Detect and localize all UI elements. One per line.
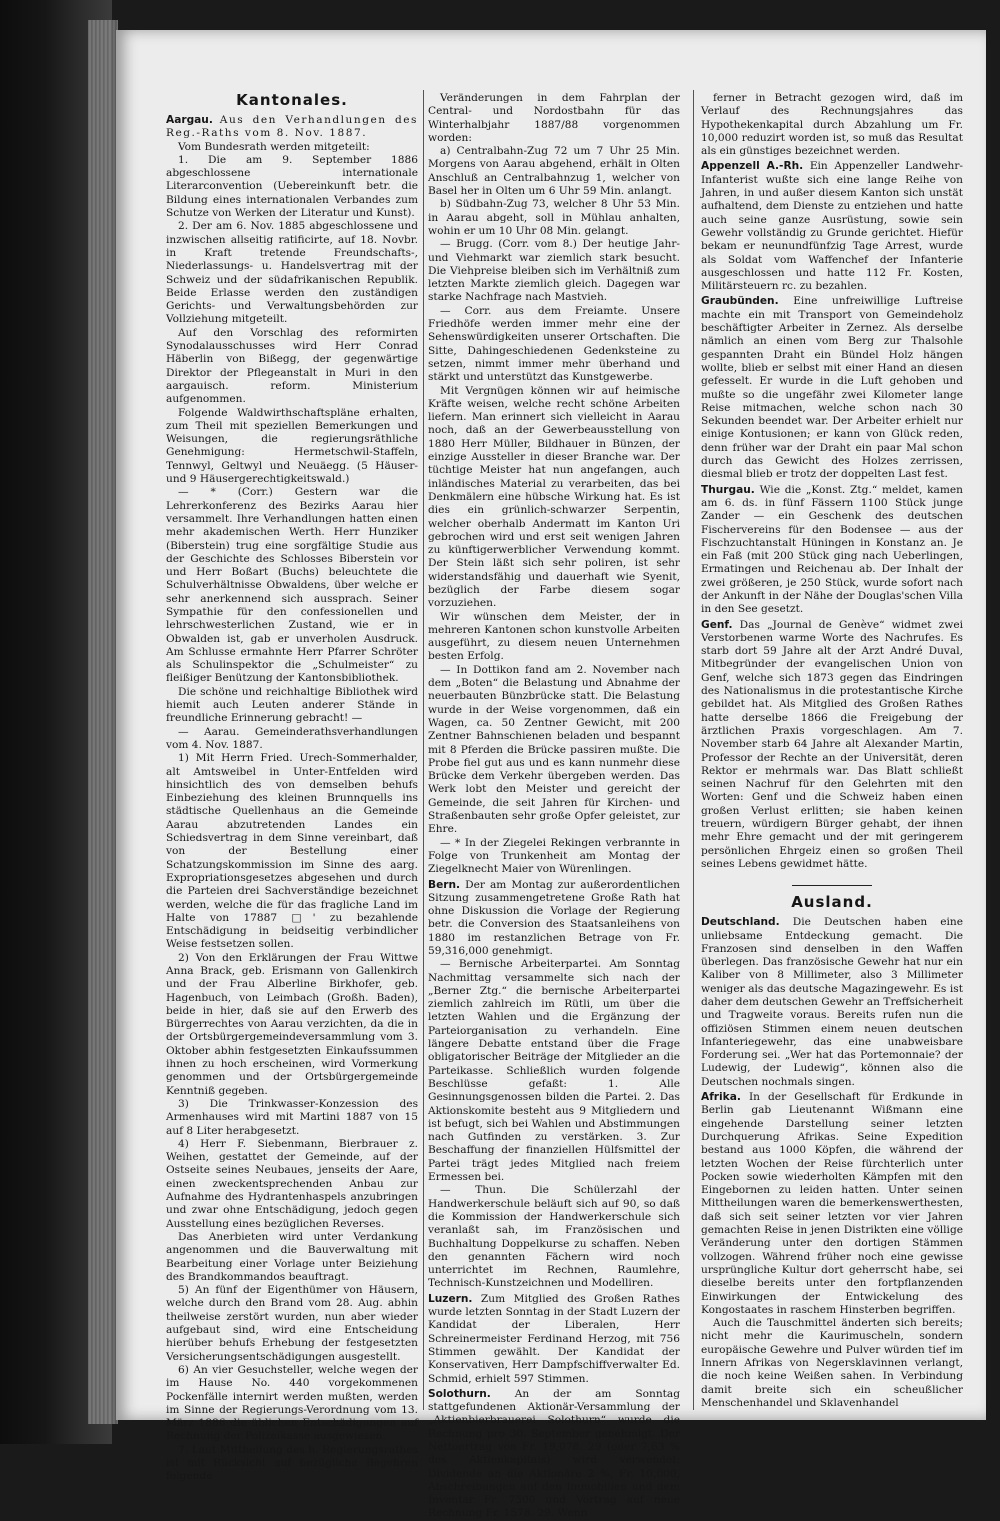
paragraph: — In Dottikon fand am 2. November nach dem „Boten“ die Belastung und Abnahme der neuerbauten Bünzbrücke statt. Die Belastung wurde in der Weise vorgenommen, daß ein Wagen, ca. 50 Zentner Gewicht, mit 200 Zentner Bahnschienen beladen und bespannt mit 8 Pferden die Brücke passiren mußte. Die Probe fiel gut aus und es kann nunmehr diese Brücke dem Verkehr übergeben werden. Das Werk lobt den Meister und gereicht der Gemeinde, die seit Jahren für Kirchen- und Straßenbauten sehr große Opfer geleistet, zur Ehre. [428, 663, 680, 836]
paragraph: 1) Mit Herrn Fried. Urech-Sommerhalder, alt Amtsweibel in Unter-Entfelden wird hinsichtlich des von demselben behufs Einbeziehung des kleinen Brunnquells ins städtische Quellenhaus an die Gemeinde Aarau abzutretenden Landes ein Schiedsvertrag in dem Sinne vereinbart, daß von der Bestellung einer Schatzungskommission im Sinne des aarg. Expropriationsgesetzes abgesehen und durch die Parteien drei Sachverständige bezeichnet werden, welche die für das fragliche Land im Halte von 17887 □' zu bezahlende Entschädigung in beidseitig verbindlicher Weise festsetzen sollen. [166, 752, 418, 951]
canton-lead-graubuenden: Graubünden. [701, 295, 779, 308]
paragraph: 4) Herr F. Siebenmann, Bierbrauer z. Weihen, gestattet der Gemeinde, auf der Ostseite seines Neubaues, jenseits der Aare, einen zweckentsprechenden Anbau zur Aufnahme des Hydrantenhaspels anzubringen und zwar ohne Entschädigung, jedoch gegen Ausstellung eines bezüglichen Reverses. [166, 1137, 418, 1230]
section-divider [792, 885, 872, 886]
paragraph: Die schöne und reichhaltige Bibliothek wird hiemit auch Leuten anderer Stände in freundliche Erinnerung gebracht! — [166, 685, 418, 725]
paragraph: Vom Bundesrath werden mitgeteilt: [178, 140, 370, 153]
paragraph: An der am Sonntag stattgefundenen Aktionär-Versammlung der „Aktienbierbrauerei Solothurn“ wurde die Rechnung pro 30. September genehmigt. Der Nettoertrag von Fr. 19,078. 29 (oder 7,63 % des Aktienkapitals) wird verwendet: Dividende an die Aktionäre 2 %, Fr. 10,000, Abschreibungen auf den Immobilien und dem Inventar Fr. 7500 und Vortrag auf neue Rechnung Fr. 1578. 29. Wenn [428, 1387, 681, 1520]
paragraph: Mit Vergnügen können wir auf heimische Kräfte weisen, welche recht schöne Arbeiten liefern. Man erinnert sich vielleicht in Aarau noch, daß an der Gewerbeausstellung von 1880 Herr Müller, Bildhauer in Bünzen, der einzige Aussteller in dieser Branche war. Der tüchtige Meister hat nun angefangen, auch inländisches Material zu verarbeiten, das bei Denkmälern eine hübsche Wirkung hat. Es ist dies ein grünlich-schwarzer Serpentin, welcher oberhalb Andermatt im Kanton Uri gebrochen wird und erst seit wenigen Jahren zu künftigerwerblicher Verwendung kommt. Der Stein läßt sich sehr poliren, ist sehr widerstandsfähig und dauerhaft wie Syenit, bezüglich der Farbe diesem sogar vorzuziehen. [428, 384, 680, 610]
paragraph: 1. Die am 9. September 1886 abgeschlossene internationale Literarconvention (Uebereinkunft betr. die Bildung eines internationalen Verbandes zum Schutze von Werken der Literatur und Kunst). [166, 153, 418, 220]
paragraph: 6) An vier Gesuchsteller, welche wegen der im Hause No. 440 vorgekommenen Pockenfälle internirt werden mußten, werden im Sinne der Regierungs-Verordnung vom 13. März 1886 die üblichen Entschädigungen auf Rechnung der Polizeikasse ausgewiesen. [166, 1363, 418, 1443]
paragraph: In der Gesellschaft für Erdkunde in Berlin gab Lieutenannt Wißmann eine eingehende Darstellung seiner letzten Durchquerung Afrikas. Seine Expedition bestand aus 1000 Köpfen, die während der letzten Wochen der Reise fürchterlich unter Pocken sowie wiederholten Kämpfen mit den Eingebornen zu leiden hatten. Unter seinen Mittheilungen waren die bemerkenswerthesten, daß sich seit seiner letzten vor vier Jahren gemachten Reise in jenen Distrikten eine völlige Veränderung unter den dortigen Stämmen vollzogen. Während früher noch eine gewisse ursprüngliche Kultur dort geherrscht habe, sei dieselbe bereits unter den fortpflanzenden Einwirkungen der Entwickelung des Kongostaates in raschem Hinsterben begriffen. [701, 1091, 963, 1316]
paragraph: Der am Montag zur außerordentlichen Sitzung zusammengetretene Große Rath hat ohne Diskussion die Vorlage der Regierung betr. die Conversion des Staatsanleihens von 1880 im restanzlichen Betrage von Fr. 59,316,000 genehmigt. [428, 878, 680, 957]
paragraph: Ein Appenzeller Landwehr-Infanterist wußte sich eine lange Reihe von Jahren, in und außer diesem Kanton sich unstät aufhaltend, dem Dienste zu entziehen und hatte auch seine ganze Ausrüstung, sowie sein Gewehr vollständig zu Grunde gerichtet. Hiefür bekam er neunundfünfzig Tage Arrest, wurde als Soldat vom Waffenchef der Infanterie ausgeschlossen und hatte 112 Fr. Kosten, Militärsteuern rc. zu bezahlen. [701, 160, 964, 293]
paragraph: — * In der Ziegelei Rekingen verbrannte in Folge von Trunkenheit am Montag der Ziegelknecht Maier von Würenlingen. [428, 836, 680, 876]
canton-lead-thurgau: Thurgau. [701, 483, 755, 496]
paragraph: — * (Corr.) Gestern war die Lehrerkonferenz des Bezirks Aarau hier versammelt. Ihre Verhandlungen hatten einen mehr akademischen Werth. Herr Hunziker (Biberstein) trug eine sorgfältige Studie aus der Geschichte des Schlosses Biberstein vor und Herr Boßart (Buchs) beleuchtete die Schulverhältnisse Obwaldens, über welche er sehr anerkennend sich aussprach. Seiner Sympathie für den confessionellen und lehrschwesterlichen Zustand, wie er in Obwalden ist, gab er unverholen Ausdruck. Am Schlusse ermahnte Herr Pfarrer Schröter als Schulinspektor die „Schulmeister“ zu fleißiger Benützung der Kantonsbibliothek. [166, 486, 418, 685]
canton-lead-genf: Genf. [701, 618, 733, 631]
paragraph: 2. Der am 6. Nov. 1885 abgeschlossene und inzwischen allseitig ratificirte, auf 18. Novbr. in Kraft tretende Freundschafts-, Niederlassungs- u. Handelsvertrag mit der Schweiz und der südafrikanischen Republik. Beide Erlasse werden den zuständigen Gerichts- und Verwaltungsbehörden zur Vollziehung mitgeteilt. [166, 220, 418, 326]
country-lead-deutschland: Deutschland. [701, 916, 780, 929]
paragraph: — Aarau. Gemeinderathsverhandlungen vom 4. Nov. 1887. [166, 725, 418, 751]
paragraph: 7. Laut Mittheilung des h. Regierungsrathes ist mit Rücksicht auf bezügliche Begehren folgende [166, 1443, 418, 1483]
paragraph: Wir wünschen dem Meister, der in mehreren Kantonen schon kunstvolle Arbeiten ausgeführt, zu diesem neuen Unternehmen besten Erfolg. [428, 610, 680, 663]
paragraph: Auf den Vorschlag des reformirten Synodalausschusses wird Herr Conrad Häberlin von Bißegg, der gegenwärtige Direktor der Pflegeanstalt in Muri in den aargauisch. reform. Ministerium aufgenommen. [166, 326, 418, 406]
subheading: Aus den Verhandlungen des Reg.-Raths vom 8. Nov. 1887. [166, 114, 418, 140]
paragraph: — Corr. aus dem Freiamte. Unsere Friedhöfe werden immer mehr eine der Sehenswürdigkeiten unserer Ortschaften. Die Sitte, Dahingeschiedenen Gedenksteine zu setzen, nimmt immer mehr überhand und stärkt und unterstützt das Kunstgewerbe. [428, 304, 680, 384]
paragraph: Zum Mitglied des Großen Rathes wurde letzten Sonntag in der Stadt Luzern der Kandidat der Liberalen, Herr Schreinermeister Ferdinand Herzog, mit 756 Stimmen gewählt. Der Kandidat der Konservativen, Herr Dampfschiffverwalter Ed. Schmid, erhielt 597 Stimmen. [428, 1292, 680, 1385]
paragraph: Eine unfreiwillige Luftreise machte ein mit Transport von Gemeindeholz beschäftigter Arbeiter in Zernez. Als derselbe nämlich an einen vom Berg zur Thalsohle gespannten Draht ein Bündel Holz hängen wollte, blieb er selbst mit einer Hand an diesen gefesselt. Er wurde in die Luft gehoben und mußte so die ungefähr zwei Kilometer lange Reise mitmachen, welche schon nach 30 Sekunden beendet war. Der Arbeiter erhielt nur einige Kontusionen; er kann von Glück reden, denn früher war der Draht ein paar Mal schon durch das Gewicht des Holzes zerrissen, diesmal blieb er trotz der doppelten Last fest. [701, 295, 963, 481]
column-rule [423, 90, 424, 1410]
paragraph: Veränderungen in dem Fahrplan der Central- und Nordostbahn für das Winterhalbjahr 1887/88 vorgenommen worden: [428, 92, 680, 144]
paragraph: — Thun. Die Schülerzahl der Handwerkerschule beläuft sich auf 90, so daß die Kommission der Handwerkerschule sich veranlaßt sah, im Französischen und Buchhaltung Doppelkurse zu schaffen. Neben den genannten Fächern wird noch unterrichtet im Rechnen, Raumlehre, Technisch-Kunstzeichnen und Modelliren. [428, 1184, 680, 1290]
page-stack-edge [88, 20, 118, 1424]
column-1 [166, 88, 418, 1483]
paragraph: 3) Die Trinkwasser-Konzession des Armenhauses wird mit Martini 1887 von 15 auf 8 Liter herabgesetzt. [166, 1097, 418, 1137]
paragraph: Das „Journal de Genève“ widmet zwei Verstorbenen warme Worte des Nachrufes. Es starb dort 59 Jahre alt der Arzt André Duval, Mitbegründer der evangelischen Union von Genf, welche sich 1873 gegen das Eindringen des Nationalismus in die protestantische Kirche gebildet hat. Als Mitglied des Großen Rathes hatte derselbe 1866 die Freigebung der ärztlichen Praxis vorgeschlagen. Am 7. November starb 64 Jahre alt Alexander Martin, Professor der Rechte an der Universität, deren Rektor er mehrmals war. Das Blatt schließt seinen Nachruf für den Gelehrten mit den Worten: Genf und die Schweiz haben einen großen Verlust erlitten; sie haben keinen treuern, würdigern Bürger gehabt, der ihnen mehr Ehre gemacht und der mit geringerem persönlichen Ehrgeiz einen so großen Theil seines Lebens gewidmet hätte. [701, 618, 963, 870]
paragraph: 2) Von den Erklärungen der Frau Wittwe Anna Brack, geb. Erismann von Gallenkirch und der Frau Alberline Birkhofer, geb. Hagenbuch, von Leimbach (Großh. Baden), beide in hier, daß sie auf den Erwerb des Bürgerrechtes von Aarau verzichten, da die in der Ortsbürgergemeindeversammlung vom 3. Oktober abhin festgesetzten Einkaufssummen ihnen zu hoch erscheinen, wird Vormerkung genommen und der Ortsbürgergemeinde Kenntniß gegeben. [166, 951, 418, 1097]
section-heading-ausland: Ausland. [791, 893, 873, 912]
section-heading-kantonales: Kantonales. [236, 91, 348, 109]
canton-lead-appenzell: Appenzell A.-Rh. [701, 160, 804, 173]
canton-lead-solothurn: Solothurn. [428, 1387, 491, 1400]
paragraph: Das Anerbieten wird unter Verdankung angenommen und die Bauverwaltung mit Bearbeitung einer Vorlage unter Beiziehung des Brandkommandos beauftragt. [166, 1230, 418, 1283]
canton-lead-luzern: Luzern. [428, 1292, 473, 1305]
paragraph: 5) An fünf der Eigenthümer von Häusern, welche durch den Brand vom 28. Aug. abhin theilweise zerstört wurden, nun aber wieder aufgebaut sind, wird eine Entscheidung hierüber behufs Erhebung der festgesetzten Versicherungsentschädigungen ausgestellt. [166, 1284, 418, 1363]
canton-lead-aargau: Aargau. [166, 114, 213, 126]
newspaper-page [116, 30, 986, 1520]
country-lead-afrika: Afrika. [701, 1091, 741, 1104]
paragraph: b) Südbahn-Zug 73, welcher 8 Uhr 53 Min. in Aarau abgeht, soll in Mühlau anhalten, wohin er um 10 Uhr 08 Min. gelangt. [428, 198, 680, 237]
paragraph: Folgende Waldwirthschaftspläne erhalten, zum Theil mit speziellen Bemerkungen und Weisungen, die regierungsräthliche Genehmigung: Hermetschwil-Staffeln, Tennwyl, Geltwyl und Neuäegg. (5 Häuser- und 9 Häusergerechtigkeitswald.) [166, 406, 418, 486]
paragraph: Die Deutschen haben eine unliebsame Entdeckung gemacht. Die Franzosen sind denselben in den Waffen überlegen. Das französische Gewehr hat nur ein Kaliber von 8 Millimeter, also 3 Millimeter weniger als das deutsche Magazingewehr. Es ist daher dem deutschen Gewehr an Treffsicherheit und Tragweite voraus. Bereits rufen nun die offiziösen Stimmen einem neuen deutschen Infanteriegewehr, das eine unabweisbare Forderung sei. „Wer hat das Portemonnaie? der Ludewig, der Ludewig“, können also die Deutschen nochmals singen. [701, 916, 963, 1088]
paragraph: Auch die Tauschmittel änderten sich bereits; nicht mehr die Kaurimuscheln, sondern europäische Gewehre und Pulver würden tief im Innern Afrikas von Negersklavinnen verlangt, die noch keine Weißen sahen. In Verbindung damit breite sich ein scheußlicher Menschenhandel und Sklavenhandel [701, 1317, 963, 1409]
paragraph: — Bernische Arbeiterpartei. Am Sonntag Nachmittag versammelte sich nach der „Berner Ztg.“ die bernische Arbeiterpartei ziemlich zahlreich im Rütli, um über die letzten Wahlen und die Ergänzung der Parteiorganisation zu verhandeln. Eine längere Debatte entstand über die Frage obligatorischer Beiträge der Mitglieder an die Parteikasse. Schließlich wurden folgende Beschlüsse gefaßt: 1. Alle Gesinnungsgenossen bilden die Partei. 2. Das Aktionskomite besteht aus 9 Mitgliedern und ist befugt, sich bei Wahlen und Abstimmungen nach Gutfinden zu verstärken. 3. Zur Beschaffung der finanziellen Hülfsmittel der Partei trägt jedes Mitglied nach freiem Ermessen bei. [428, 958, 680, 1184]
paragraph: a) Centralbahn-Zug 72 um 7 Uhr 25 Min. Morgens von Aarau abgehend, erhält in Olten Anschluß an Centralbahnzug 1, welcher von Basel her in Olten um 6 Uhr 59 Min. anlangt. [428, 145, 680, 198]
paragraph: — Brugg. (Corr. vom 8.) Der heutige Jahr- und Viehmarkt war ziemlich stark besucht. Die Viehpreise bleiben sich im Verhältniß zum letzten Markte ziemlich gleich. Dagegen war starke Nachfrage nach Mastvieh. [428, 238, 680, 304]
paragraph: Wie die „Konst. Ztg.“ meldet, kamen am 6. ds. in fünf Fässern 1100 Stück junge Zander — ein Geschenk des deutschen Fischervereins für den Bodensee — aus der Fischzuchtanstalt Hüningen in Konstanz an. Je ein Faß (mit 200 Stück ging nach Ueberlingen, Ermatingen und Reichenau ab. Der Inhalt der zwei größeren, je 250 Stück, wurde sofort nach der Ankunft in der Nähe der Douglas'schen Villa in den See gesetzt. [701, 483, 963, 616]
column-rule [693, 90, 694, 1410]
paragraph: ferner in Betracht gezogen wird, daß im Verlauf des Rechnungsjahres das Hypothekenkapital durch Abzahlung um Fr. 10,000 reduzirt worden ist, so muß das Resultat als ein günstiges bezeichnet werden. [701, 92, 963, 158]
column-2 [428, 92, 681, 1520]
canton-lead-bern: Bern. [428, 878, 461, 891]
column-3 [701, 92, 963, 1412]
